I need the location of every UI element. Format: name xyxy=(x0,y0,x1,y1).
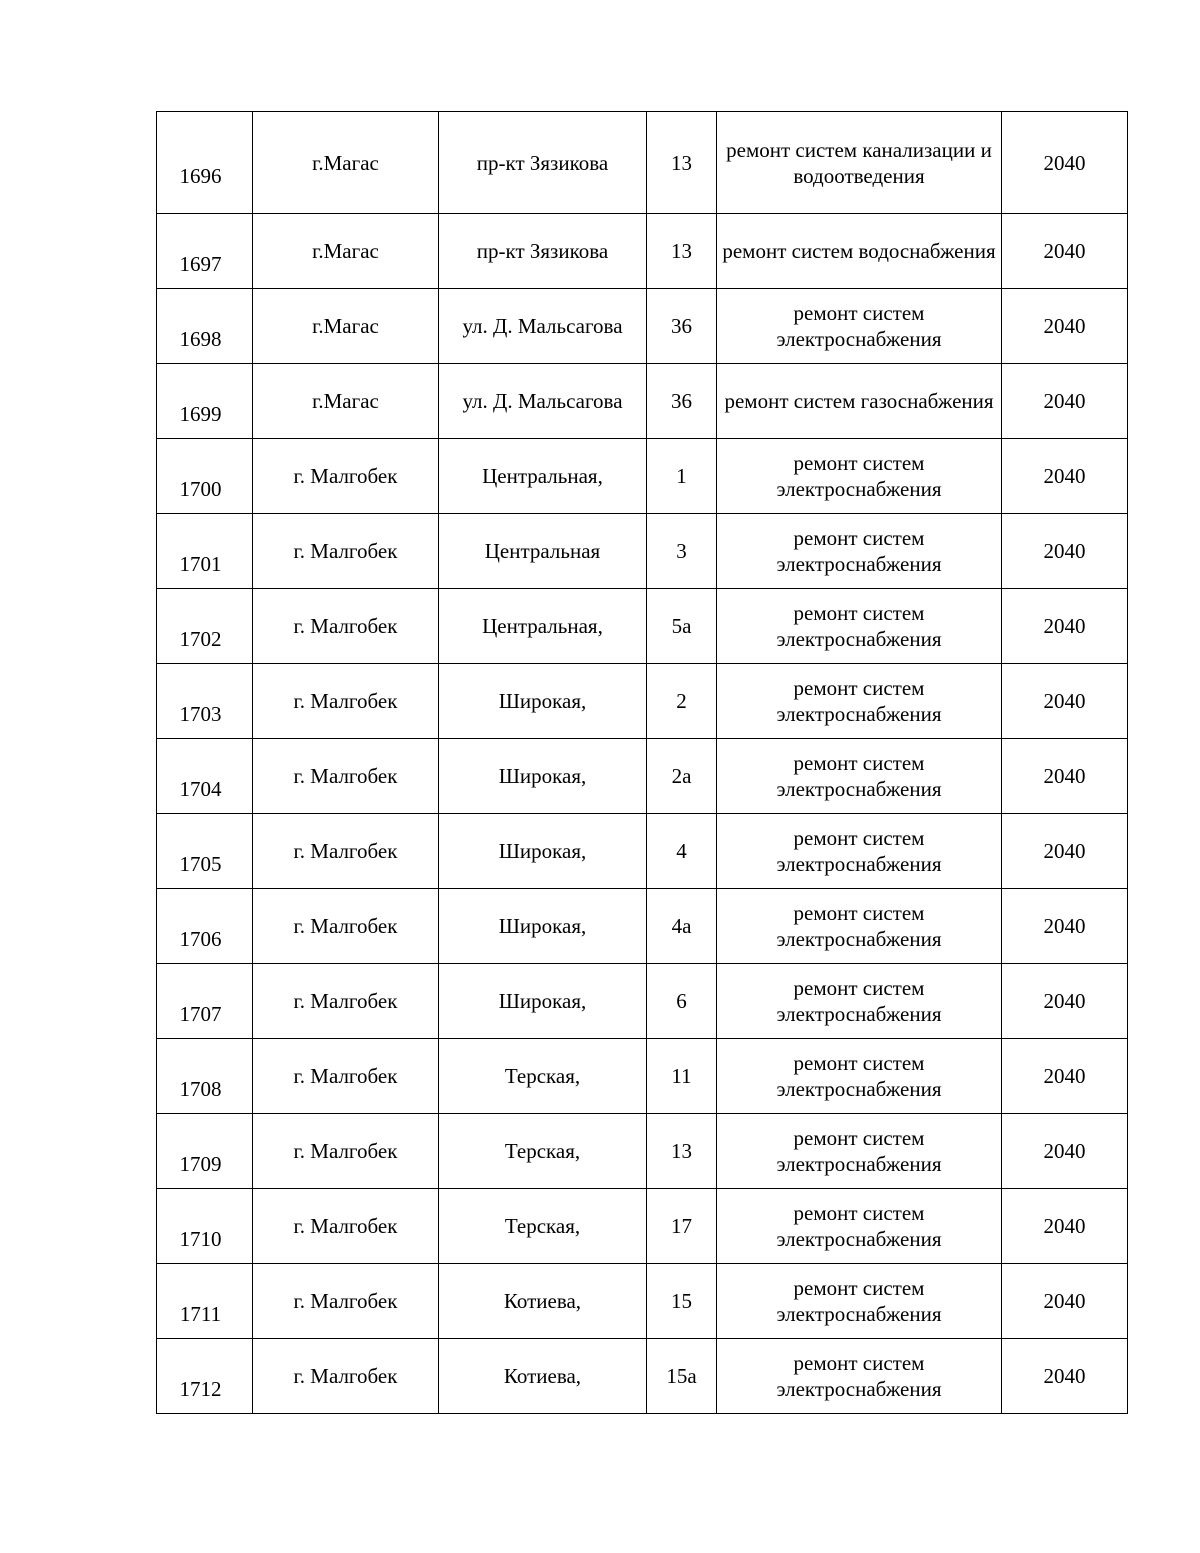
table-row xyxy=(157,289,1128,364)
street-cell: Котиева, xyxy=(439,1264,647,1339)
street-cell: Широкая, xyxy=(439,814,647,889)
repair-schedule-table xyxy=(156,111,1128,1414)
work-type-cell: ремонт систем электроснабжения xyxy=(717,664,1002,739)
city-cell: г. Малгобек xyxy=(253,964,439,1039)
year-cell: 2040 xyxy=(1002,889,1128,964)
work-type-cell: ремонт систем водоснабжения xyxy=(717,214,1002,289)
city-cell: г. Малгобек xyxy=(253,1264,439,1339)
row-number: 1707 xyxy=(157,964,253,1039)
row-number: 1703 xyxy=(157,664,253,739)
city-cell: г. Малгобек xyxy=(253,1114,439,1189)
street-cell: Центральная, xyxy=(439,589,647,664)
work-type-cell: ремонт систем электроснабжения xyxy=(717,1114,1002,1189)
street-cell: ул. Д. Мальсагова xyxy=(439,289,647,364)
row-number: 1709 xyxy=(157,1114,253,1189)
house-cell: 5а xyxy=(647,589,717,664)
table-row xyxy=(157,664,1128,739)
table-row xyxy=(157,1264,1128,1339)
work-type-cell: ремонт систем электроснабжения xyxy=(717,1264,1002,1339)
house-cell: 4 xyxy=(647,814,717,889)
city-cell: г. Малгобек xyxy=(253,889,439,964)
house-cell: 17 xyxy=(647,1189,717,1264)
table-row xyxy=(157,1189,1128,1264)
table-row xyxy=(157,364,1128,439)
year-cell: 2040 xyxy=(1002,964,1128,1039)
table-row xyxy=(157,112,1128,214)
house-cell: 11 xyxy=(647,1039,717,1114)
city-cell: г.Магас xyxy=(253,364,439,439)
house-cell: 13 xyxy=(647,1114,717,1189)
city-cell: г. Малгобек xyxy=(253,1339,439,1414)
table-row xyxy=(157,1039,1128,1114)
year-cell: 2040 xyxy=(1002,289,1128,364)
row-number: 1702 xyxy=(157,589,253,664)
work-type-cell: ремонт систем электроснабжения xyxy=(717,964,1002,1039)
city-cell: г. Малгобек xyxy=(253,514,439,589)
city-cell: г.Магас xyxy=(253,289,439,364)
house-cell: 13 xyxy=(647,112,717,214)
table-row xyxy=(157,889,1128,964)
city-cell: г. Малгобек xyxy=(253,739,439,814)
house-cell: 15а xyxy=(647,1339,717,1414)
work-type-cell: ремонт систем электроснабжения xyxy=(717,739,1002,814)
street-cell: Терская, xyxy=(439,1039,647,1114)
street-cell: пр-кт Зязикова xyxy=(439,214,647,289)
table-row xyxy=(157,214,1128,289)
house-cell: 3 xyxy=(647,514,717,589)
city-cell: г. Малгобек xyxy=(253,1189,439,1264)
city-cell: г. Малгобек xyxy=(253,439,439,514)
row-number: 1698 xyxy=(157,289,253,364)
street-cell: Широкая, xyxy=(439,739,647,814)
year-cell: 2040 xyxy=(1002,1189,1128,1264)
street-cell: Широкая, xyxy=(439,889,647,964)
street-cell: Центральная xyxy=(439,514,647,589)
house-cell: 2 xyxy=(647,664,717,739)
year-cell: 2040 xyxy=(1002,1339,1128,1414)
year-cell: 2040 xyxy=(1002,1039,1128,1114)
year-cell: 2040 xyxy=(1002,214,1128,289)
street-cell: Широкая, xyxy=(439,664,647,739)
table-row xyxy=(157,739,1128,814)
work-type-cell: ремонт систем электроснабжения xyxy=(717,1039,1002,1114)
work-type-cell: ремонт систем газоснабжения xyxy=(717,364,1002,439)
city-cell: г. Малгобек xyxy=(253,589,439,664)
work-type-cell: ремонт систем электроснабжения xyxy=(717,589,1002,664)
row-number: 1696 xyxy=(157,112,253,214)
table-row xyxy=(157,1114,1128,1189)
street-cell: пр-кт Зязикова xyxy=(439,112,647,214)
work-type-cell: ремонт систем электроснабжения xyxy=(717,814,1002,889)
city-cell: г. Малгобек xyxy=(253,1039,439,1114)
work-type-cell: ремонт систем электроснабжения xyxy=(717,439,1002,514)
city-cell: г. Малгобек xyxy=(253,664,439,739)
work-type-cell: ремонт систем электроснабжения xyxy=(717,289,1002,364)
row-number: 1712 xyxy=(157,1339,253,1414)
house-cell: 2а xyxy=(647,739,717,814)
row-number: 1700 xyxy=(157,439,253,514)
year-cell: 2040 xyxy=(1002,739,1128,814)
year-cell: 2040 xyxy=(1002,814,1128,889)
year-cell: 2040 xyxy=(1002,1264,1128,1339)
table-row xyxy=(157,589,1128,664)
row-number: 1697 xyxy=(157,214,253,289)
city-cell: г.Магас xyxy=(253,214,439,289)
row-number: 1711 xyxy=(157,1264,253,1339)
street-cell: Терская, xyxy=(439,1189,647,1264)
work-type-cell: ремонт систем электроснабжения xyxy=(717,1189,1002,1264)
row-number: 1701 xyxy=(157,514,253,589)
row-number: 1708 xyxy=(157,1039,253,1114)
house-cell: 1 xyxy=(647,439,717,514)
house-cell: 36 xyxy=(647,364,717,439)
work-type-cell: ремонт систем электроснабжения xyxy=(717,514,1002,589)
year-cell: 2040 xyxy=(1002,1114,1128,1189)
city-cell: г.Магас xyxy=(253,112,439,214)
row-number: 1705 xyxy=(157,814,253,889)
table-row xyxy=(157,514,1128,589)
year-cell: 2040 xyxy=(1002,364,1128,439)
street-cell: Котиева, xyxy=(439,1339,647,1414)
work-type-cell: ремонт систем электроснабжения xyxy=(717,889,1002,964)
table-row xyxy=(157,814,1128,889)
year-cell: 2040 xyxy=(1002,664,1128,739)
table-row xyxy=(157,1339,1128,1414)
row-number: 1699 xyxy=(157,364,253,439)
table-row xyxy=(157,964,1128,1039)
year-cell: 2040 xyxy=(1002,589,1128,664)
street-cell: ул. Д. Мальсагова xyxy=(439,364,647,439)
work-type-cell: ремонт систем электроснабжения xyxy=(717,1339,1002,1414)
row-number: 1704 xyxy=(157,739,253,814)
street-cell: Центральная, xyxy=(439,439,647,514)
table-row xyxy=(157,439,1128,514)
house-cell: 13 xyxy=(647,214,717,289)
row-number: 1710 xyxy=(157,1189,253,1264)
house-cell: 15 xyxy=(647,1264,717,1339)
year-cell: 2040 xyxy=(1002,439,1128,514)
year-cell: 2040 xyxy=(1002,514,1128,589)
house-cell: 36 xyxy=(647,289,717,364)
house-cell: 4а xyxy=(647,889,717,964)
year-cell: 2040 xyxy=(1002,112,1128,214)
work-type-cell: ремонт систем канализации и водоотведения xyxy=(717,112,1002,214)
city-cell: г. Малгобек xyxy=(253,814,439,889)
row-number: 1706 xyxy=(157,889,253,964)
street-cell: Широкая, xyxy=(439,964,647,1039)
house-cell: 6 xyxy=(647,964,717,1039)
street-cell: Терская, xyxy=(439,1114,647,1189)
